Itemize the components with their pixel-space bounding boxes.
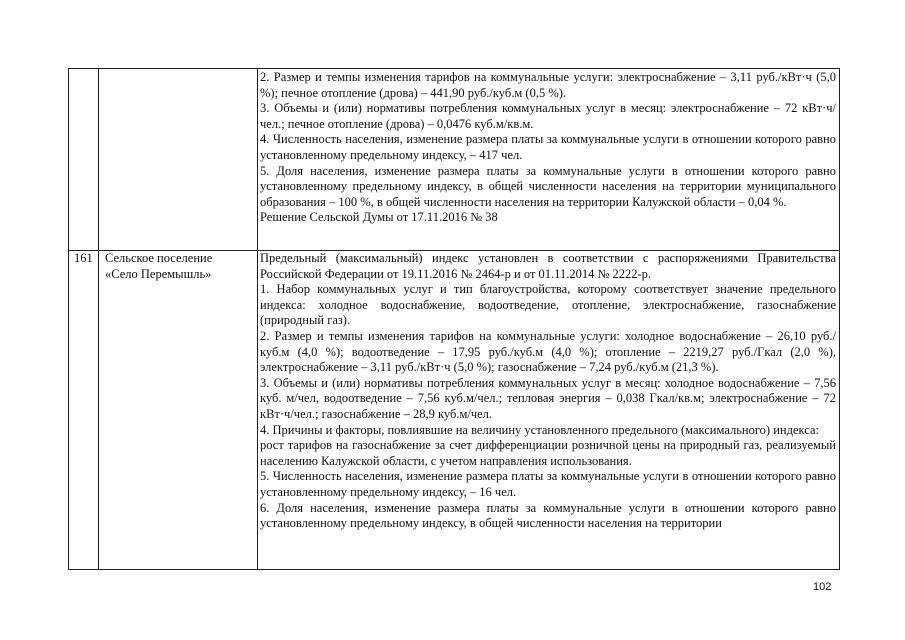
table-right-border (839, 68, 840, 569)
decision-reference: Решение Сельской Думы от 17.11.2016 № 38 (260, 210, 498, 225)
paragraph: 3. Объемы и (или) нормативы потребления коммунальных услуг в месяц: электроснабжение – 72 кВт·ч/чел.; печное отопление (дрова) – 0,0476 куб.м/кв.м. (260, 101, 836, 131)
paragraph: 1. Набор коммунальных услуг и тип благоустройства, которому соответствует значение предельного индекса: холодное водоснабжение, водоотведение, отопление, электроснабжение, газоснабжение (природный газ). (260, 282, 836, 328)
page-number: 102 (813, 581, 832, 593)
table-top-border (68, 68, 840, 69)
paragraph: 4. Численность населения, изменение размера платы за коммунальные услуги в отношении которого равно установленному предельному индексу, – 417 чел. (260, 132, 836, 162)
paragraph: 4. Причины и факторы, повлиявшие на величину установленного предельного (максимального) индекса: (260, 422, 819, 437)
paragraph: 2. Размер и темпы изменения тарифов на коммунальные услуги: холодное водоснабжение – 26,10 руб./куб.м (4,0 %); водоотведение – 17,95 руб./куб.м (4,0 %); отопление – 2219,27 руб./Гкал (2,0 %), электроснабжение – 3,11 руб./кВт·ч (5,0 %); газоснабжение – 7,24 руб./куб.м (21,3 %). (260, 328, 836, 375)
paragraph: рост тарифов на газоснабжение за счет дифференциации розничной цены на природный газ, реализуемый населению Калужской области, с учетом направления использования. (260, 438, 836, 468)
paragraph: Предельный (максимальный) индекс установлен в соответствии с распоряжениями Правительства Российской Федерации от 19.11.2016 № 2464-р и от 01.11.2014 № 2222-р. (260, 251, 836, 281)
paragraph: 6. Доля населения, изменение размера платы за коммунальные услуги в отношении которого равно установленному предельному индексу, в общей численности населения на территории (260, 500, 836, 531)
row-number: 161 (74, 251, 93, 265)
row-161-content (260, 251, 836, 532)
column-divider-1 (98, 68, 99, 569)
prev-row-content (260, 70, 836, 226)
paragraph: 5. Численность населения, изменение размера платы за коммунальные услуги в отношении которого равно установленному предельному индексу, – 16 чел. (260, 469, 836, 499)
paragraph: 5. Доля населения, изменение размера платы за коммунальные услуги в отношении которого равно установленному предельному индексу, в общей численности населения на территории муниципального образования – 100 %, в общей численности населения на территории Калужской области – 0,04 %. (260, 163, 836, 209)
paragraph: 3. Объемы и (или) нормативы потребления коммунальных услуг в месяц: холодное водоснабжение – 7,56 куб. м/чел, водоотведение – 7,56 куб.м/чел.; тепловая энергия – 0,038 Гкал/кв.м; электроснабжение – 72 кВт·ч/чел.; газоснабжение – 28,9 куб.м/чел. (260, 375, 836, 421)
table-bottom-border (68, 569, 840, 570)
table-left-border (68, 68, 69, 569)
municipality-name: Сельское поселение «Село Перемышль» (105, 251, 213, 281)
column-divider-2 (257, 68, 258, 569)
paragraph: 2. Размер и темпы изменения тарифов на коммунальные услуги: электроснабжение – 3,11 руб./кВт·ч (5,0 %); печное отопление (дрова) – 441,90 руб./куб.м (0,5 %). (260, 70, 836, 100)
